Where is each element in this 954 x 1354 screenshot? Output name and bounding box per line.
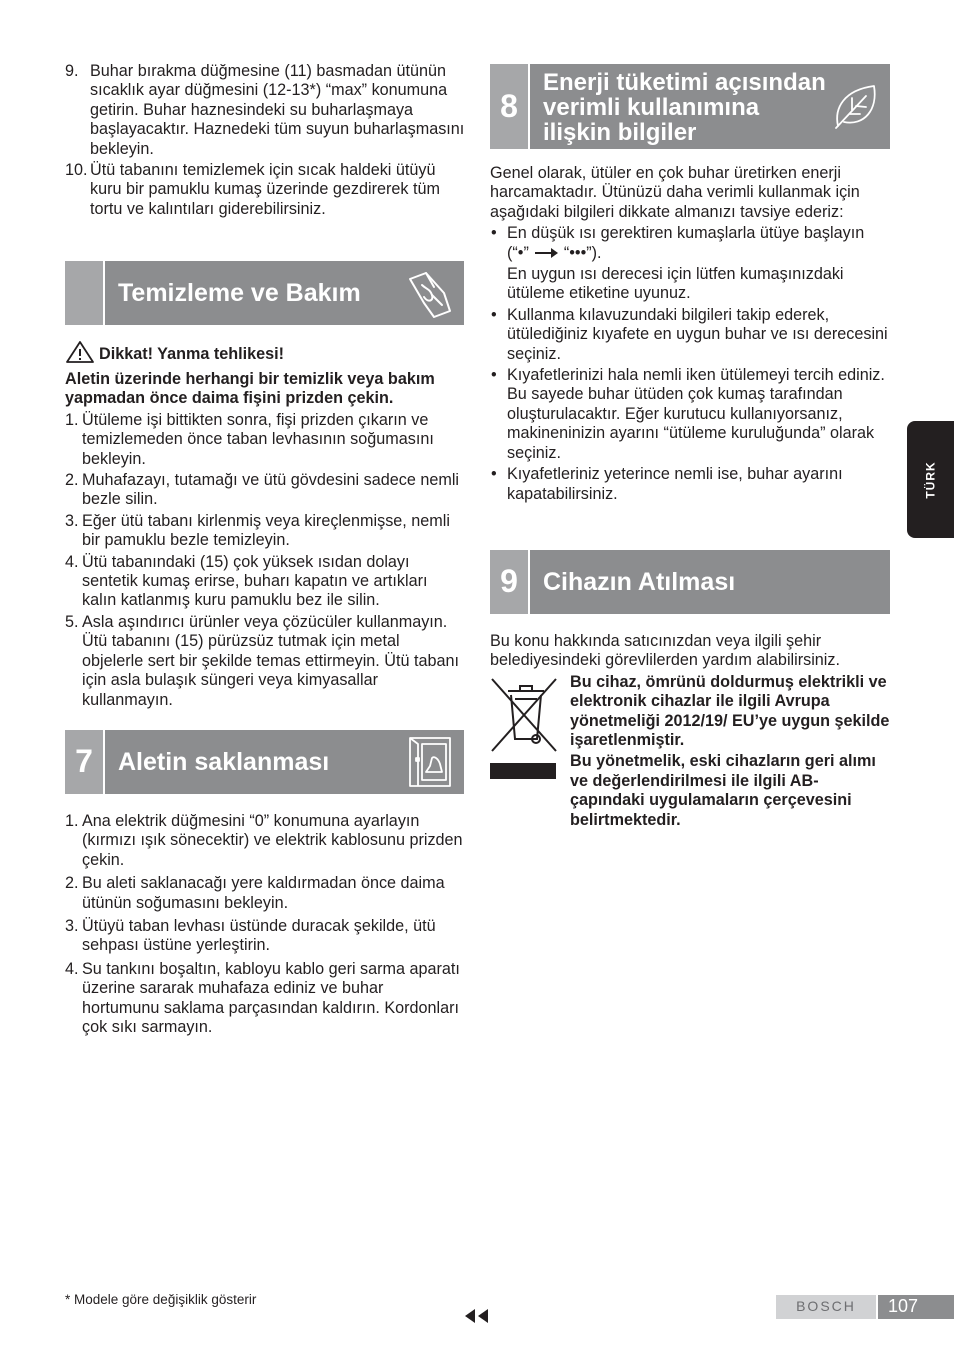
section-title: Temizleme ve Bakım (118, 278, 361, 307)
disposal-intro: Bu konu hakkında satıcınızdan veya ilgili şehir belediyesindeki görevlilerden yardım alabilirsiniz. (490, 632, 840, 670)
brand-label: BOSCH (776, 1295, 876, 1319)
weee-text (570, 673, 890, 830)
section-header-disposal (490, 550, 890, 614)
list-item (65, 471, 465, 510)
bullet-text-part: ” (523, 243, 529, 262)
item-number: 10. (65, 161, 88, 180)
item-number: 4. (65, 959, 79, 978)
item-text: Ütü tabanını temizlemek için sıcak haldeki ütüyü kuru bir pamuklu kumaş üzerinde gezdirerek tüm tortu ve kalıntıları giderebilirsiniz. (90, 161, 440, 218)
hand-wiping-icon (404, 267, 456, 319)
item-number: 3. (65, 511, 79, 530)
language-tab (907, 421, 954, 538)
intro-list (65, 62, 465, 219)
item-text: Su tankını boşaltın, kabloyu kablo geri sarma aparatı üzerine sararak muhafaza ediniz ve buhar hortumunu saklama parçasından kaldırın. Kordonları çok sıkı sarmayın. (82, 959, 460, 1037)
list-item (65, 874, 465, 913)
section-title: Cihazın Atılması (543, 567, 736, 596)
item-text: Ütüleme işi bittikten sonra, fişi prizden çıkarın ve temizlemeden önce taban levhasının soğumasını bekleyin. (82, 410, 434, 468)
warning-title: Dikkat! Yanma tehlikesi! (99, 344, 285, 363)
list-item: • Kıyafetlerinizi hala nemli iken ütülemeyi tercih ediniz. Bu sayede buhar ütüden çok kumaş tarafından oluşturulacaktır. Eğer kurutucu kullanıyorsanız, makineninizin ayarını “ütüleme kuruluğunda” olarak seçiniz. (490, 366, 890, 463)
warning-triangle-icon (65, 340, 95, 364)
bullet-text-part: En düşük ısı gerektiren kumaşlarla ütüye başlayın (“ (507, 224, 865, 262)
bullet-text: En düşük ısı gerektiren kumaşlarla ütüye başlayın (“•” “•••”). (507, 224, 865, 262)
item-number: 5. (65, 612, 79, 631)
item-text: Bu aleti saklanacağı yere kaldırmadan önce daima ütünün soğumasını bekleyin. (82, 874, 445, 912)
list-item (65, 917, 465, 956)
storage-cabinet-icon (404, 736, 456, 788)
list-item (65, 553, 465, 611)
crossed-out-bin-icon (490, 673, 562, 785)
list-item (65, 960, 465, 1038)
section-title-line: ilişkin bilgiler (543, 119, 697, 146)
bullet-text-continued: En uygun ısı derecesi için lütfen kumaşınızdaki ütüleme etiketine uyunuz. (507, 265, 844, 303)
back-arrows-icon[interactable] (463, 1308, 493, 1324)
warning-line (65, 340, 465, 364)
item-text: Eğer ütü tabanı kirlenmiş veya kireçlenmişse, nemli bir pamuklu bezle temizleyin. (82, 511, 450, 550)
list-item: • Kıyafetleriniz yeterince nemli ise, buhar ayarını kapatabilirsiniz. (490, 465, 890, 504)
item-number: 2. (65, 471, 79, 490)
list-item (65, 411, 465, 469)
storage-content (65, 812, 465, 1037)
leaf-icon (830, 80, 882, 132)
list-item (65, 62, 465, 159)
section-number: 9 (490, 550, 530, 614)
item-text: Ütüyü taban levhası üstünde duracak şekilde, ütü sehpası üstüne yerleştirin. (82, 917, 436, 955)
list-item (65, 812, 465, 870)
section-number: 8 (490, 64, 530, 149)
weee-text-2: Bu yönetmelik, eski cihazların geri alımı ve değerlendirilmesi ile ilgili AB-çapındaki uygulamaların çerçevesini belirtmektedir. (570, 752, 876, 829)
section-header-cleaning (65, 261, 464, 325)
section-title: Aletin saklanması (118, 747, 330, 776)
item-text: Muhafazayı, tutamağı ve ütü gövdesini sadece nemli bezle silin. (82, 471, 460, 509)
bullet-text-part: ”). (586, 243, 602, 262)
section-header-energy (490, 64, 890, 149)
item-number: 4. (65, 552, 79, 571)
weee-text-1: Bu cihaz, ömrünü doldurmuş elektrikli ve elektronik cihazlar ile ilgili Avrupa yönetmeliği 2012/19/ EU’ye uygun şekilde işaretlenmiştir. (570, 672, 890, 750)
heat-level-one-dot: • (517, 243, 524, 262)
weee-block (490, 673, 890, 830)
item-number: 3. (65, 917, 79, 936)
warning-text: Aletin üzerinde herhangi bir temizlik veya bakım yapmadan önce daima fişini prizden çekin. (65, 370, 435, 408)
bullet-text: Kıyafetlerinizi hala nemli iken ütülemeyi tercih ediniz. Bu sayede buhar ütüden çok kumaş tarafından oluşturulacaktır. Eğer kurutucu kullanıyorsanız, makineninizin ayarını “ütüleme kuruluğunda” olarak seçiniz. (507, 366, 885, 462)
section-header-storage (65, 730, 464, 794)
footnote: * Modele göre değişiklik gösterir (65, 1292, 257, 1307)
energy-intro: Genel olarak, ütüler en çok buhar üretirken enerji harcamaktadır. Ütünüzü daha verimli kullanmak için aşağıdaki bilgileri dikkate almanızı tavsiye ederiz: (490, 164, 860, 221)
item-text: Buhar bırakma düğmesine (11) basmadan ütünün sıcaklık ayar düğmesini (12-13*) “max” konumuna getirin. Buhar haznesindeki su buharlaşmaya başlayacaktır. Haznedeki tüm suyun buharlaşmasını bekleyin. (90, 62, 465, 158)
section-number-box (65, 261, 105, 325)
list-item (65, 161, 465, 219)
section-title (530, 70, 826, 145)
cleaning-content (65, 340, 465, 710)
list-item: • En düşük ısı gerektiren kumaşlarla ütüye başlayın (“•” “•••”). En uygun ısı derecesi için lütfen kumaşınızdaki ütüleme etiketine uyunuz. (490, 224, 890, 304)
arrow-right-icon (533, 247, 559, 259)
list-item (65, 512, 465, 551)
item-number: 1. (65, 410, 79, 429)
item-number: 9. (65, 62, 79, 80)
item-text: Ütü tabanındaki (15) çok yüksek ısıdan dolayı sentetik kumaş erirse, buharı kapatın ve artıkları kalın katlanmış kuru pamuklu bez ile silin. (82, 552, 428, 610)
disposal-content (490, 632, 890, 830)
list-item: • Kullanma kılavuzundaki bilgileri takip ederek, ütülediğiniz kıyafete en uygun buhar ve ısı derecesini seçiniz. (490, 306, 890, 364)
bullet-text: Kıyafetleriniz yeterince nemli ise, buhar ayarını kapatabilirsiniz. (507, 465, 843, 503)
item-text: Asla aşındırıcı ürünler veya çözücüler kullanmayın. Ütü tabanını (15) pürüzsüz tutmak için metal objelerle sert bir şekilde temas ettirmeyin. Ütü tabanı için asla bulaşık süngeri veya kimyasallar kullanmayın. (82, 612, 459, 709)
list-item (65, 613, 465, 710)
energy-content (490, 164, 890, 504)
page-number: 107 (878, 1295, 954, 1319)
section-number: 7 (65, 730, 105, 794)
item-number: 1. (65, 812, 79, 830)
item-text: Ana elektrik düğmesini “0” konumuna ayarlayın (kırmızı ışık sönecektir) ve elektrik kablosunu prizden çekin. (82, 812, 463, 869)
section-title-line: Enerji tüketimi açısından (543, 69, 826, 96)
heat-level-three-dots: ••• (569, 243, 587, 262)
item-number: 2. (65, 874, 79, 893)
language-tab-label: TÜRK (922, 460, 937, 499)
section-title-line: verimli kullanımına (543, 94, 760, 121)
bullet-text: Kullanma kılavuzundaki bilgileri takip ederek, ütülediğiniz kıyafete en uygun buhar ve ısı derecesini seçiniz. (507, 305, 888, 363)
